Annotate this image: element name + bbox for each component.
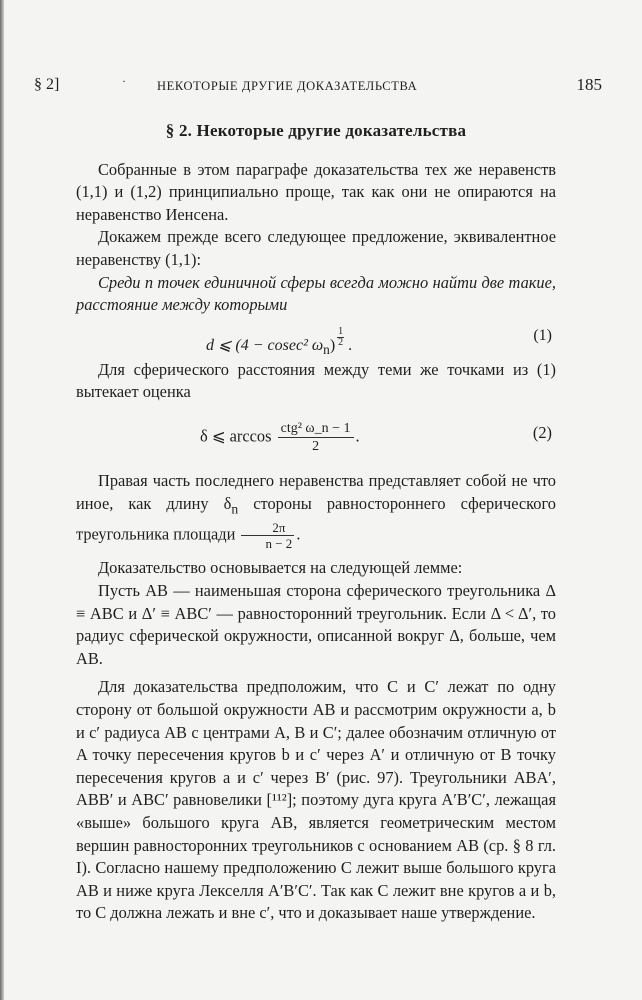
paragraph-5 bbox=[76, 470, 556, 551]
paragraph-4: Для сферического расстояния между теми же точками из (1) вытекает оценка bbox=[76, 359, 556, 402]
exponent-denominator: 2 bbox=[338, 336, 344, 348]
formula-2-number: (2) bbox=[532, 422, 552, 442]
paragraph-8: Для доказательства предположим, что C и C′ лежат по одну сторону от большой окружности AB и рассмотрим окружности a, b и c′ радиуса AB с центрами A, B и C′; далее обозначим отличную от A точку пересечения кругов b и c′ через A′ и отличную от B точку пересечения кругов a и c′ через B′ (рис. 97). Треугольники ABA′, ABB′ и ABC′ равновелики [¹¹²]; поэтому дуга круга A′B′C′, лежащая «выше» большого круга AB, является геометрическим местом вершин равносторонних треугольников с основанием AB (ср. § 8 гл. I). Согласно нашему предположению C лежит выше большого круга AB и ниже круга Лекселля A′B′C′. Так как C лежит вне кругов a и b, то C должна лежать и вне c′, что и доказывает наше утверждение. bbox=[76, 677, 556, 923]
formula-2-expression bbox=[200, 420, 360, 455]
p5-sub: n bbox=[231, 500, 239, 516]
formula-1 bbox=[76, 323, 556, 357]
formula-2-denominator: 2 bbox=[312, 438, 320, 454]
paragraph-1: Собранные в этом параграфе доказательства тех же неравенств (1,1) и (1,2) принципиально проще, так как они не опираются на неравенство Иенсена. bbox=[76, 159, 556, 224]
page-number: 185 bbox=[576, 75, 602, 94]
p5-start: Правая часть последнего неравенства представляет собой не что иное, как длину δ bbox=[76, 470, 556, 513]
section-heading: § 2. Некоторые другие доказательства bbox=[165, 121, 467, 140]
formula-1-lhs: d ⩽ (4 − cosec² ω bbox=[206, 336, 324, 354]
formula-1-rhs: ) bbox=[329, 336, 336, 354]
formula-2-numerator: ctg² ω_n − 1 bbox=[278, 420, 354, 438]
p5-end: . bbox=[296, 524, 301, 544]
area-fraction bbox=[241, 520, 294, 551]
area-fraction-denominator: n − 2 bbox=[265, 536, 293, 552]
formula-1-expression bbox=[206, 327, 352, 362]
p5-mid: стороны равностороннего сферического треугольника площади bbox=[76, 493, 556, 544]
formula-1-sub: n bbox=[323, 341, 330, 357]
header-title: НЕКОТОРЫЕ ДРУГИЕ ДОКАЗАТЕЛЬСТВА bbox=[157, 79, 418, 93]
running-header bbox=[34, 74, 608, 98]
formula-1-tail: . bbox=[344, 336, 353, 354]
paragraph-7: Пусть AB — наименьшая сторона сферического треугольника Δ ≡ ABC и Δ′ ≡ ABC′ — равносторонний треугольник. Если Δ < Δ′, то радиус сферической окружности, описанной вокруг Δ, больше, чем AB. bbox=[76, 581, 556, 668]
proposition-text: Среди n точек единичной сферы всегда можно найти две такие, расстояние между которыми bbox=[76, 272, 556, 315]
page-content bbox=[76, 110, 556, 925]
proposition bbox=[76, 272, 556, 317]
formula-2-lhs: δ ⩽ arccos bbox=[200, 426, 272, 446]
header-mark: · bbox=[122, 74, 126, 88]
paragraph-2: Докажем прежде всего следующее предложение, эквивалентное неравенству (1,1): bbox=[76, 227, 556, 269]
area-fraction-numerator: 2π bbox=[241, 520, 294, 536]
formula-2 bbox=[76, 410, 556, 454]
header-section: § 2] bbox=[34, 76, 60, 93]
formula-2-fraction bbox=[278, 420, 354, 455]
exponent-numerator: 1 bbox=[338, 325, 344, 337]
page-edge-shadow bbox=[0, 0, 4, 1000]
paragraph-6: Доказательство основывается на следующей лемме: bbox=[98, 558, 463, 578]
formula-2-tail: . bbox=[355, 426, 360, 446]
formula-1-number: (1) bbox=[533, 326, 552, 344]
